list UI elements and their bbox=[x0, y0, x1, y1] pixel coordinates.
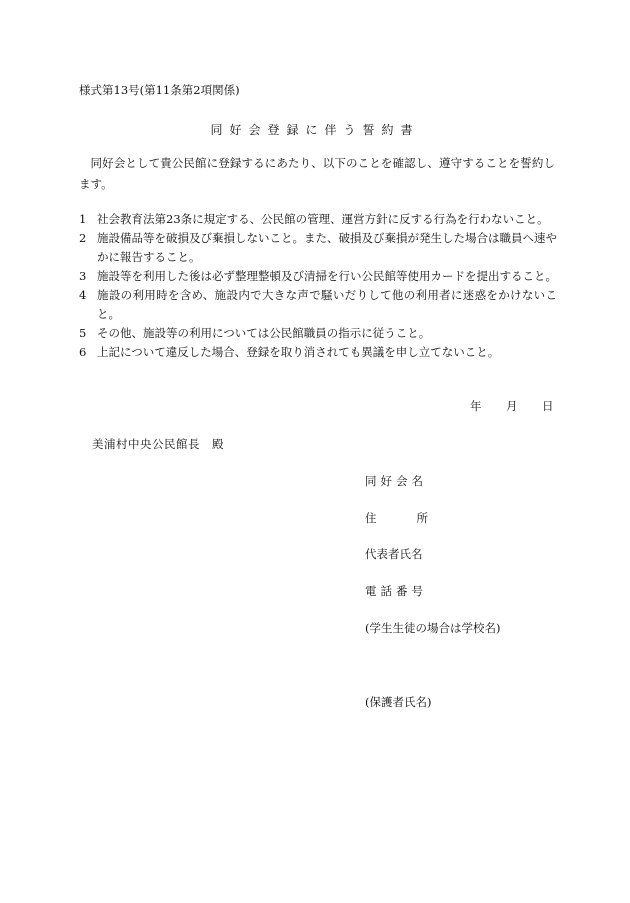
pledge-text: 施設の利用時を含め、施設内で大きな声で騒いだりして他の利用者に迷惑をかけないこと。 bbox=[97, 288, 557, 321]
school-name-label: (学生生徒の場合は学校名) bbox=[365, 621, 501, 635]
pledge-number: 6 bbox=[79, 345, 87, 359]
pledge-number: 1 bbox=[79, 212, 87, 226]
pledge-item-4 bbox=[79, 286, 557, 324]
address-label-first: 住 bbox=[365, 511, 377, 525]
pledge-item-6 bbox=[79, 343, 557, 362]
document-title: 同好会登録に伴う誓約書 bbox=[210, 123, 420, 137]
pledge-item-2 bbox=[79, 229, 557, 267]
date-year-label: 年 bbox=[470, 399, 482, 413]
representative-name-label: 代表者氏名 bbox=[365, 547, 423, 561]
address-label bbox=[365, 510, 428, 526]
pledge-text: 施設等を利用した後は必ず整理整頓及び清掃を行い公民館等使用カードを提出すること。 bbox=[97, 269, 557, 283]
pledge-number: 5 bbox=[79, 326, 87, 340]
guardian-name-label: (保護者氏名) bbox=[365, 695, 432, 709]
pledge-number: 4 bbox=[79, 288, 87, 302]
date-month-label: 月 bbox=[506, 399, 518, 413]
club-name-label: 同好会名 bbox=[365, 474, 427, 488]
intro-paragraph: 同好会として貴公民館に登録するにあたり、以下のことを確認し、遵守することを誓約します。 bbox=[79, 156, 555, 191]
phone-number-label: 電話番号 bbox=[365, 584, 427, 598]
pledge-item-5 bbox=[79, 324, 557, 343]
address-label-second: 所 bbox=[416, 511, 428, 525]
form-number: 様式第13号(第11条第2項関係) bbox=[79, 83, 240, 97]
addressee: 美浦村中央公民館長 殿 bbox=[92, 437, 224, 451]
pledge-number: 2 bbox=[79, 231, 87, 245]
pledge-text: 社会教育法第23条に規定する、公民館の管理、運営方針に反する行為を行わないこと。 bbox=[97, 212, 549, 226]
pledge-item-1 bbox=[79, 210, 557, 229]
pledge-item-3 bbox=[79, 267, 557, 286]
date-line bbox=[470, 398, 554, 414]
pledge-text: 上記について違反した場合、登録を取り消されても異議を申し立てないこと。 bbox=[97, 345, 500, 359]
pledge-list bbox=[79, 210, 557, 362]
date-day-label: 日 bbox=[542, 399, 554, 413]
pledge-number: 3 bbox=[79, 269, 87, 283]
pledge-text: 施設備品等を破損及び棄損しないこと。また、破損及び棄損が発生した場合は職員へ速やかに報告すること。 bbox=[97, 231, 557, 264]
pledge-text: その他、施設等の利用については公民館職員の指示に従うこと。 bbox=[97, 326, 431, 340]
